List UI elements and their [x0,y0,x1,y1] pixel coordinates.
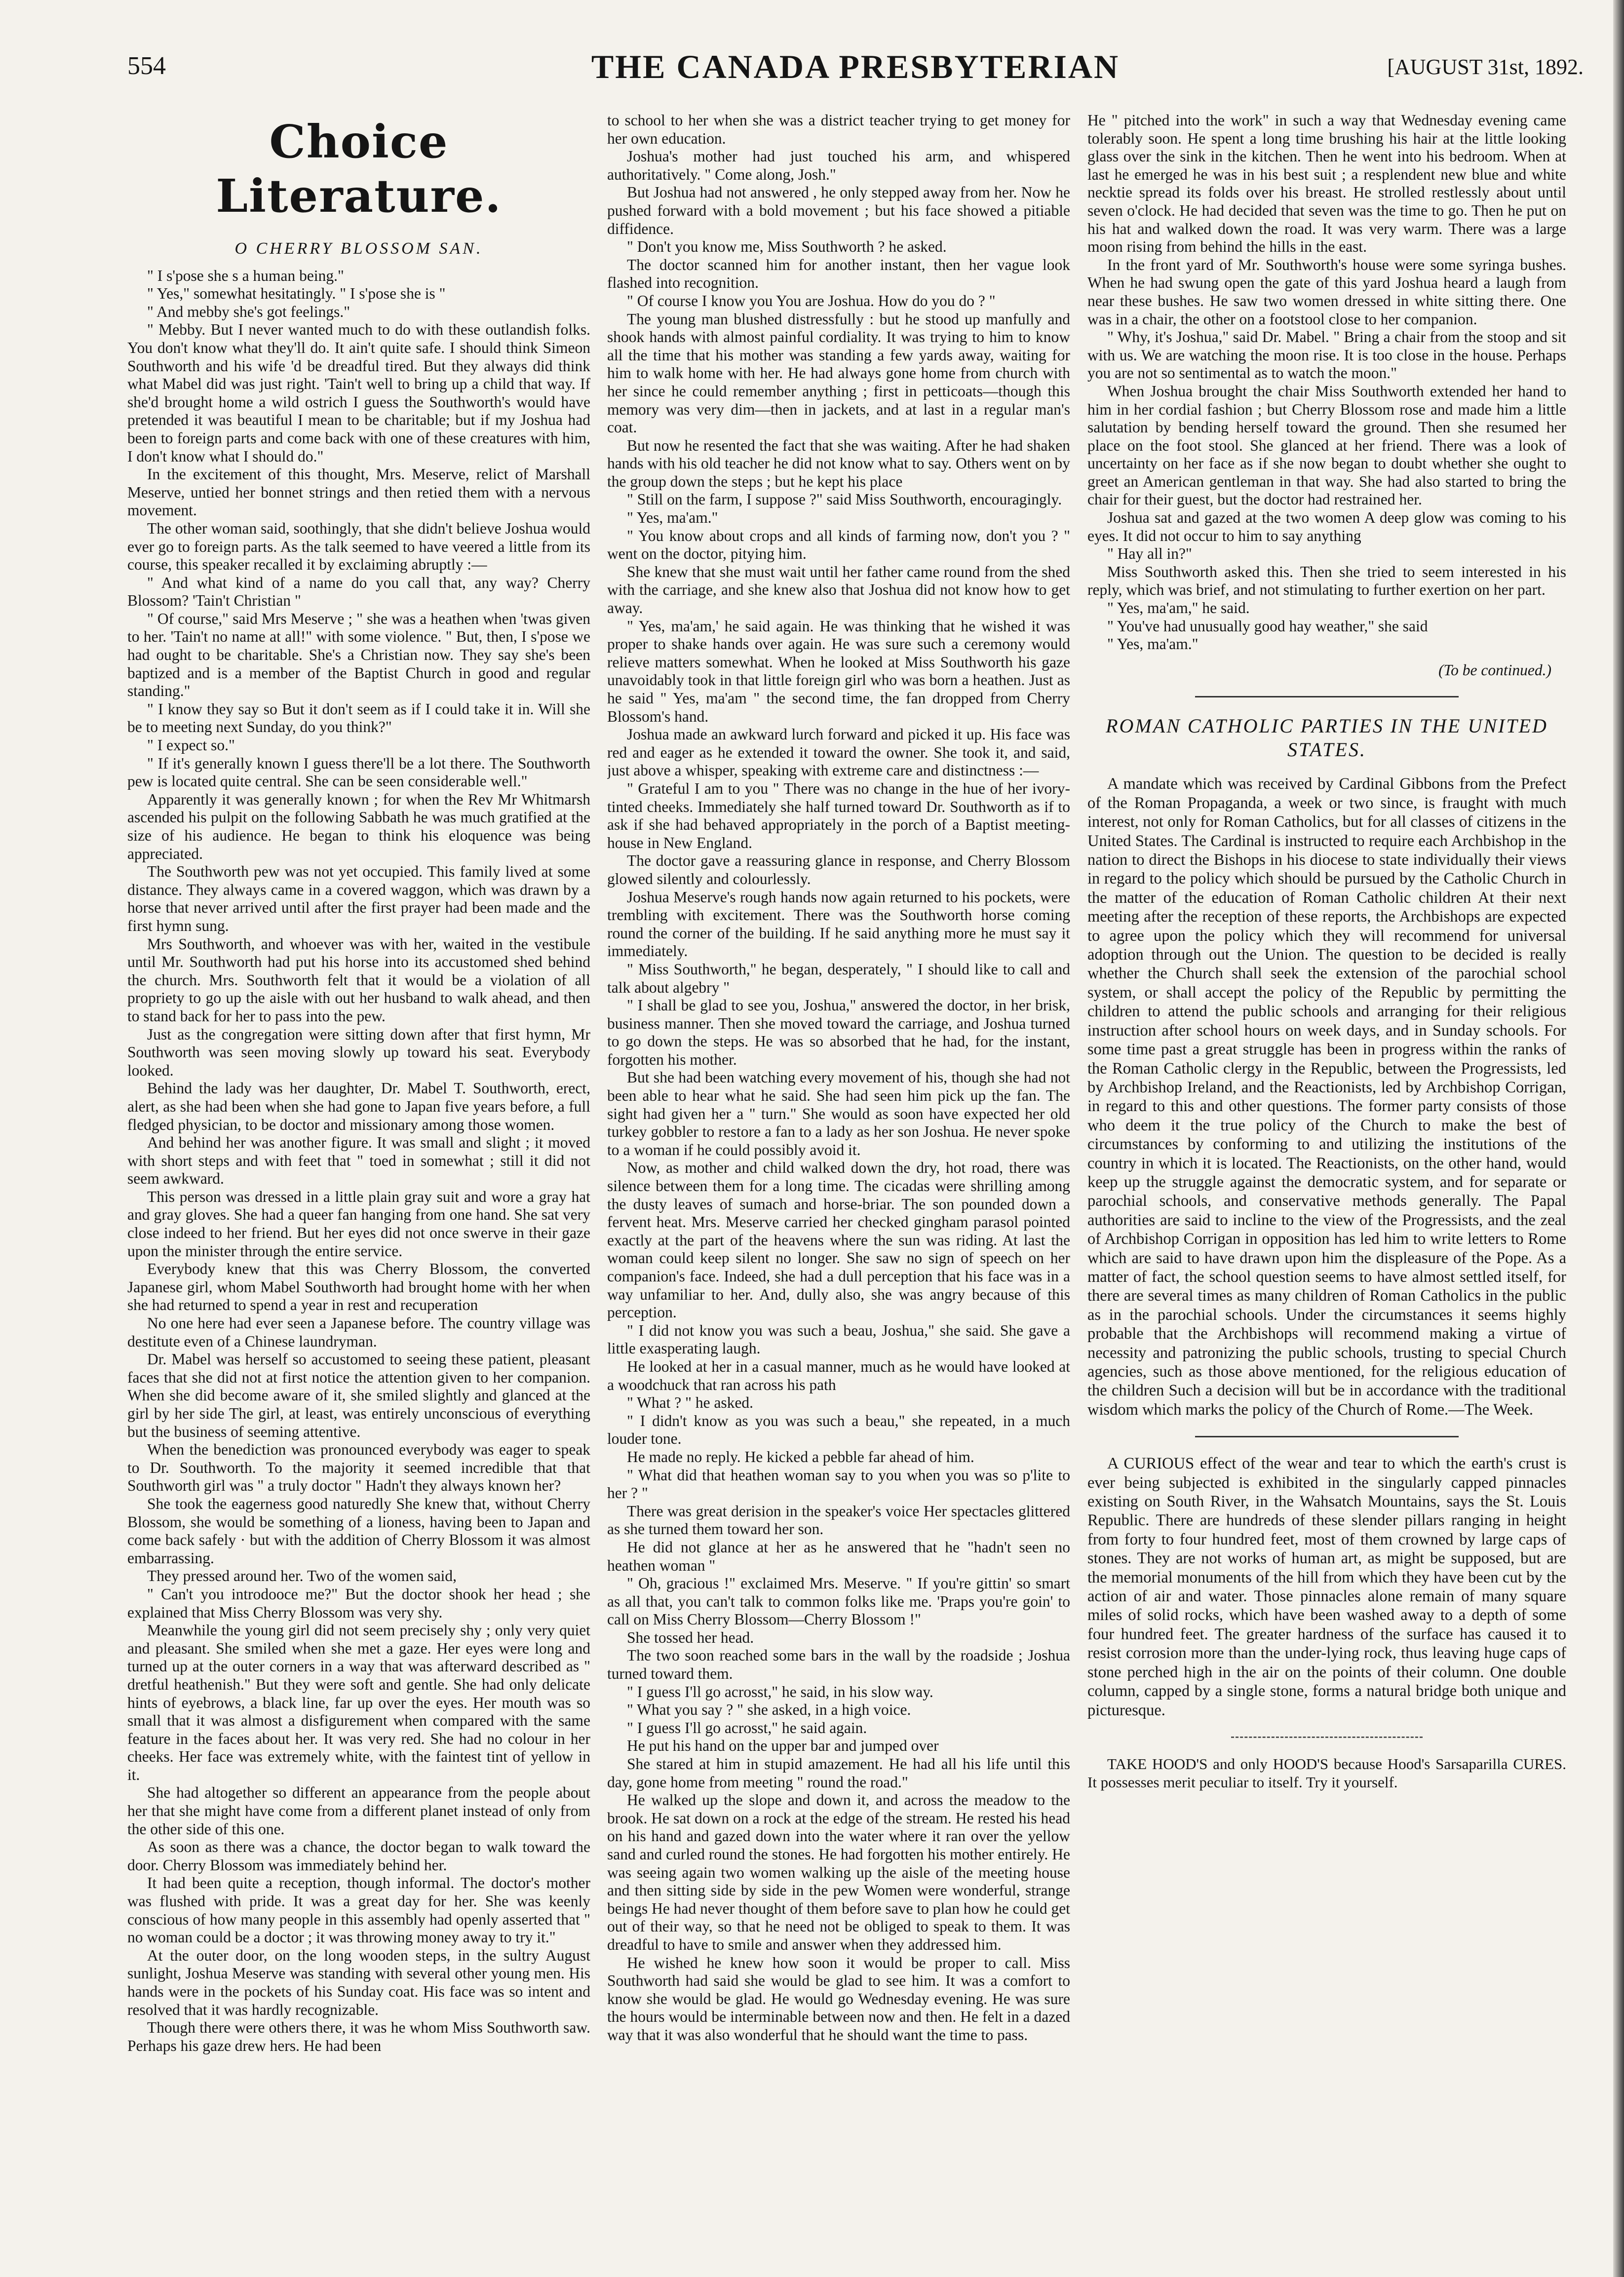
paragraph: There was great derision in the speaker's voice Her spectacles glittered as she turned them toward her son. [607,1502,1070,1538]
paragraph: " I know they say so But it don't seem as if I could take it in. Will she be to meeting next Sunday, do you think?" [127,700,590,736]
paragraph: Dr. Mabel was herself so accustomed to seeing these patient, pleasant faces that she did not at first notice the attention given to her companion. When she did become aware of it, she smiled slightly and glanced at the girl by her side The girl, at least, was entirely unconscious of everything but the business of seeming attentive. [127,1351,590,1440]
paragraph: As soon as there was a chance, the doctor began to walk toward the door. Cherry Blossom was immediately behind her. [127,1838,590,1874]
paragraph: No one here had ever seen a Japanese before. The country village was destitute even of a Chinese laundryman. [127,1314,590,1350]
paragraph: " And what kind of a name do you call that, any way? Cherry Blossom? 'Tain't Christian " [127,574,590,610]
paragraph: Joshua's mother had just touched his arm, and whispered authoritatively. " Come along, Josh." [607,148,1070,183]
paragraph: In the excitement of this thought, Mrs. Meserve, relict of Marshall Meserve, untied her bonnet strings and then retied them with a nervous movement. [127,465,590,519]
paragraph: The doctor gave a reassuring glance in response, and Cherry Blossom glowed silently and colourlessly. [607,852,1070,888]
paragraph: Apparently it was generally known ; for when the Rev Mr Whitmarsh ascended his pulpit on the following Sabbath he was much gratified at the size of his audience. He began to think his eloquence was being appreciated. [127,790,590,862]
paragraph: They pressed around her. Two of the women said, [147,1567,457,1585]
paragraph: " Hay all in?" [1107,545,1192,563]
paragraph: " Miss Southworth," he began, desperately, " I should like to call and talk about algebry " [607,960,1070,996]
paragraph: Just as the congregation were sitting down after that first hymn, Mr Southworth was seen moving slowly up toward his seat. Everybody looked. [127,1025,590,1079]
page-header [127,47,1584,92]
paragraph: He looked at her in a casual manner, much as he would have looked at a woodchuck that ran across his path [607,1357,1070,1393]
story-text-col3 [1087,112,1566,654]
paragraph: But now he resented the fact that she was waiting. After he had shaken hands with his old teacher he did not know what to say. Others went on by the group down the steps ; but he kept his place [607,436,1070,490]
paragraph: Though there were others there, it was he whom Miss Southworth saw. Perhaps his gaze drew hers. He had been [127,2019,590,2054]
paragraph: Miss Southworth asked this. Then she tried to seem interested in his reply, which was brief, and not stimulating to further exertion on her part. [1087,563,1566,599]
issue-date: [AUGUST 31st, 1892. [1387,55,1584,79]
paragraph: Behind the lady was her daughter, Dr. Mabel T. Southworth, erect, alert, as she had been when she had gone to Japan five years before, a full fledged physician, to be doctor and missionary among those women. [127,1080,590,1133]
paragraph: " Yes, ma'am." [627,509,718,527]
paragraph: " Don't you know me, Miss Southworth ? he asked. [627,238,947,256]
article-title: ROMAN CATHOLIC PARTIES IN THE UNITED STATES. [1106,715,1548,761]
paragraph: to school to her when she was a district teacher trying to get money for her own education. [607,112,1070,147]
paragraph: " Yes, ma'am,' he said again. He was thinking that he wished it was proper to shake hands over again. He was sure such a ceremony would relieve matters somewhat. When he looked at Miss Southworth his gaze unavoidably took in that little foreign girl who was born a heathen. Just as he said " Yes, ma'am " the second time, the fan dropped from Cherry Blossom's hand. [607,617,1070,725]
page-number: 554 [127,52,166,80]
paragraph: The other woman said, soothingly, that she didn't believe Joshua would ever go to foreign parts. As the talk seemed to have veered a little from its course, this speaker recalled it by exclaiming abruptly :— [127,519,590,574]
paragraph: He did not glance at her as he answered that he "hadn't seen no heathen woman " [607,1538,1070,1574]
hoods-advert: TAKE HOOD'S and only HOOD'S because Hood's Sarsaparilla CURES. It possesses merit peculiar to itself. Try it yourself. [1087,1755,1566,1791]
masthead: THE CANADA PRESBYTERIAN [591,48,1120,85]
paragraph: " I guess I'll go acrosst," he said again. [627,1719,867,1737]
paragraph: " Oh, gracious !" exclaimed Mrs. Meserve. " If you're gittin' so smart as all that, you can't talk to common folks like me. 'Praps you're goin' to call on Miss Cherry Blossom—Cherry Blossom !" [607,1575,1070,1628]
paragraph: But she had been watching every movement of his, though she had not been able to hear what he said. She had seen him pick up the fan. The sight had given her a " turn." She would as soon have expected her old turkey gobbler to restore a fan to a lady as her son Joshua. He never spoke to a woman if he could possibly avoid it. [607,1069,1070,1158]
paragraph: " Why, it's Joshua," said Dr. Mabel. " Bring a chair from the stoop and sit with us. We are watching the moon rise. It is too close in the house. Perhaps you are not so sentimental as to watch the moon." [1087,328,1566,382]
paragraph: Everybody knew that this was Cherry Blossom, the converted Japanese girl, whom Mabel Southworth had brought home with her when she had returned to spend a year in rest and recuperation [127,1260,590,1314]
paragraph: Joshua Meserve's rough hands now again returned to his pockets, were trembling with excitement. There was the Southworth horse coming round the corner of the building. If he said anything more he must say it immediately. [607,888,1070,960]
paragraph: " Can't you introdooce me?" But the doctor shook her head ; she explained that Miss Cherry Blossom was very shy. [127,1585,590,1621]
paragraph: " What did that heathen woman say to you when you was so p'lite to her ? " [607,1466,1070,1502]
divider-dashed [1231,1737,1423,1738]
paragraph: " Grateful I am to you " There was no change in the hue of her ivory-tinted cheeks. Immediately she half turned toward Dr. Southworth as if to ask if she had behaved appropriately in the porch of a Baptist meeting-house in New England. [607,779,1070,851]
paragraph: Meanwhile the young girl did not seem precisely shy ; only very quiet and pleasant. She smiled when she met a gaze. Her eyes were long and turned up at the outer corners in a way that was afterward described as " dretful heathenish." But they were soft and gentle. She had only delicate hints of eyebrows, a black line, far up over the eyes. Her mouth was so small that it was almost a disfigurement when compared with the same feature in the faces about her. It was very red. She had no colour in her cheeks. Her face was extremely white, with the faintest tint of yellow in it. [127,1621,590,1783]
paragraph: The two soon reached some bars in the wall by the roadside ; Joshua turned toward them. [607,1647,1070,1683]
paragraph: " I didn't know as you was such a beau," she repeated, in a much louder tone. [607,1412,1070,1448]
paragraph: Now, as mother and child walked down the dry, hot road, there was silence between them for a long time. The cicadas were shrilling among the dusty leaves of sumach and horse-briar. The son pounded down a fervent heat. Mrs. Meserve carried her checked gingham parasol pointed exactly at the part of the heavens where the sun was riding. At last the woman could keep silent no longer. She saw no sign of speech on her companion's face. Indeed, she had a dull perception that his face was in a way unfamiliar to her. And, dully also, she was angry because of this perception. [607,1159,1070,1321]
paragraph: She knew that she must wait until her father came round from the shed with the carriage, and she knew also that Joshua did not know how to get away. [607,563,1070,617]
paragraph: " I shall be glad to see you, Joshua," answered the doctor, in her brisk, business manner. Then she moved toward the carriage, and Joshua turned to go down the steps. He was so absorbed that he had, for the instant, forgotten his mother. [607,997,1070,1068]
paragraph: " Of course I know you You are Joshua. How do you do ? " [627,292,996,309]
paragraph: " What ? " he asked. [627,1394,754,1412]
paragraph: " I guess I'll go acrosst," he said, in his slow way. [627,1683,933,1700]
page-edge-shadow [1613,0,1624,2277]
paragraph: The doctor scanned him for another instant, then her vague look flashed into recognition. [607,256,1070,292]
paragraph: At the outer door, on the long wooden steps, in the sultry August sunlight, Joshua Meserve was standing with several other young men. His hands were in the pockets of his Sunday coat. His face was so intent and resolved that it was hardly recognizable. [127,1946,590,2018]
paragraph: " Still on the farm, I suppose ?" said Miss Southworth, encouragingly. [627,491,1062,508]
paragraph: " I s'pose she s a human being." [147,267,344,284]
paragraph: " And mebby she's got feelings." [147,303,350,320]
continued-note: (To be continued.) [1438,661,1551,679]
paragraph: " You know about crops and all kinds of farming now, don't you ? " went on the doctor, pitying him. [607,527,1070,563]
paragraph: She had altogether so different an appearance from the people about her that she might have come from a different planet instead of only from the other side of this one. [127,1784,590,1838]
paragraph: " Mebby. But I never wanted much to do with these outlandish folks. You don't know what they'll do. It ain't quite safe. I should think Simeon Southworth and his wife 'd be dreadful tired. But they always did think what Mabel did was just right. 'Tain't well to bring up a child that way. If she'd brought home a wild ostrich I guess the Southworth's would have pretended it was beautiful I mean to be charitable; but if my Joshua had been to foreign parts and come back with one of these creatures with him, I don't know what I should do." [127,321,590,465]
divider-rule-2 [1195,1436,1459,1437]
story-text-col1 [127,267,590,2055]
paragraph: But Joshua had not answered , he only stepped away from her. Now he pushed forward with a bold movement ; but his face showed a pitiable diffidence. [607,184,1070,237]
paragraph: This person was dressed in a little plain gray suit and wore a gray hat and gray gloves. She had a queer fan hanging from one hand. She sat very close indeed to her friend. But her eyes did not once swerve in their gaze upon the minister through the entire service. [127,1188,590,1260]
paragraph: He walked up the slope and down it, and across the meadow to the brook. He sat down on a rock at the edge of the stream. He rested his head on his hand and gazed down into the water where it ran over the yellow sand and curled round the stones. He had forgotten his mother entirely. He was seeing again two women walking up the aisle of the meeting house and then sitting side by side in the pew Women were wonderful, strange beings He had never thought of them before save to plan how he could get out of their way, so that he need not be obliged to speak to them. It was dreadful to have to smile and answer when they addressed him. [607,1791,1070,1953]
article-text [1087,774,1566,1419]
paragraph: " I did not know you was such a beau, Joshua," she said. She gave a little exasperating laugh. [607,1321,1070,1357]
pinnacles-text [1087,1454,1566,1720]
story-text-col2 [607,112,1070,2045]
column-1 [127,115,590,2237]
paragraph: She took the eagerness good naturedly She knew that, without Cherry Blossom, she would be something of a lioness, having been to Japan and come back safely · but with the addition of Cherry Blossom it was almost embarrassing. [127,1495,590,1567]
paragraph: The Southworth pew was not yet occupied. This family lived at some distance. They always came in a covered waggon, which was drawn by a horse that never arrived until after the first prayer had been made and the first hymn sung. [127,863,590,934]
paragraph: " Of course," said Mrs Meserve ; " she was a heathen when 'twas given to her. 'Tain't no name at all!" with some violence. " But, then, I s'pose we had ought to be charitable. She's a Christian now. They say she's been baptized and is a member of the Baptist Church in good and regular standing." [127,610,590,700]
paragraph: Joshua made an awkward lurch forward and picked it up. His face was red and eager as he extended it toward the owner. She took it, and said, just above a whisper, speaking with extreme care and distinctness :— [607,726,1070,779]
paragraph: " Yes," somewhat hesitatingly. " I s'pose she is " [147,285,446,303]
paragraph: She tossed her head. [627,1628,754,1646]
paragraph: When the benediction was pronounced everybody was eager to speak to Dr. Southworth. To the majority it seemed incredible that that Southworth girl was " a truly doctor " Hadn't they always known her? [127,1441,590,1495]
story-title: O CHERRY BLOSSOM SAN. [234,239,483,258]
column-3 [1087,112,1566,2234]
paragraph: It had been quite a reception, though informal. The doctor's mother was flushed with pride. It was a great day for her. She was keenly conscious of how many people in this assembly had openly asserted that " no woman could be a doctor ; it was throwing money away to try it." [127,1874,590,1946]
divider-rule [1195,696,1459,697]
paragraph: " I expect so." [147,736,235,754]
paragraph: " You've had unusually good hay weather," she said [1107,617,1428,635]
paragraph: A mandate which was received by Cardinal Gibbons from the Prefect of the Roman Propaganda, a week or two since, is fraught with much interest, not only for Roman Catholics, but for all classes of citizens in the United States. The Cardinal is instructed to require each Archbishop in the nation to direct the Bishops in his diocese to state individually their views in regard to the policy which should be pursued by the Catholic Church in the matter of the education of Roman Catholic children At their next meeting after the reception of these reports, the Archbishops are expected to agree upon the policy which they will recommend for universal adoption through out the Union. The question to be decided is really whether the Church shall seek the extension of the parochial school system, or shall accept the policy of the Republic by permitting the children to attend the public schools and arranging for their religious instruction after school hours on week days, and in Sunday schools. For some time past a great struggle has been in progress within the ranks of the Roman Catholic clergy in the Republic, between the Progressists, led by Archbishop Ireland, and the Reactionists, led by Archbishop Corrigan, in regard to this and other questions. The former party consists of those who deem it the true policy of the Church to make the best of circumstances by conforming to and utilizing the institutions of the country in which it is located. The Reactionists, on the other hand, would keep up the struggle against the democratic system, and for separate or parochial schools, and conservative methods generally. The Papal authorities are said to incline to the view of the Progressists, and the zeal of Archbishop Corrigan in opposition has led him to write letters to Rome which are said to have drawn upon him the displeasure of the Pope. As a matter of fact, the school question seems to have almost settled itself, for there are several times as many children of Roman Catholics in the public as in the parochial schools. Under the circumstances it seems highly probable that the Archbishops will recommend making a virtue of necessity and patronizing the public schools, trusting to special Church agencies, such as those above mentioned, for the religious education of the children Such a decision will but be in accordance with the traditional wisdom which marks the policy of the Church of Rome.—The Week. [1087,775,1566,1419]
paragraph: The young man blushed distressfully : but he stood up manfully and shook hands with almost painful cordiality. It was trying to him to know all the time that his mother was standing a few yards away, waiting for him to walk home with her. He had always gone home from church with her since he could remember anything ; first in petticoats—though this memory was very dim—then in jackets, and at last in a regular man's coat. [607,310,1070,436]
paragraph: In the front yard of Mr. Southworth's house were some syringa bushes. When he had swung open the gate of this yard Joshua heard a laugh from near these bushes. He saw two women dressed in white sitting there. One was in a chair, the other on a footstool close to her companion. [1087,256,1566,328]
paragraph: " If it's generally known I guess there'll be a lot there. The Southworth pew is located quite central. She can be seen considerable well." [127,754,590,790]
paragraph: And behind her was another figure. It was small and slight ; it moved with short steps and with feet that " toed in somewhat ; still it did not seem awkward. [127,1134,590,1188]
paragraph: " Yes, ma'am," he said. [1107,599,1250,617]
paragraph: He " pitched into the work" in such a way that Wednesday evening came tolerably soon. He spent a long time brushing his hair at the little looking glass over the sink in the kitchen. Then he went into his bedroom. When at last he emerged he was in his best suit ; a resplendent new blue and white necktie spread its folds over his breast. He strolled restlessly about until seven o'clock. He had decided that seven was the time to go. Then he put on his hat and walked down the road. It was very warm. There was a large moon rising from behind the hills in the east. [1087,112,1566,256]
paragraph: He put his hand on the upper bar and jumped over [627,1737,939,1755]
paragraph: " What you say ? " she asked, in a high voice. [627,1701,911,1719]
paragraph: She stared at him in stupid amazement. He had all his life until this day, gone home from meeting " round the road." [607,1755,1070,1791]
paragraph: He made no reply. He kicked a pebble far ahead of him. [627,1448,974,1466]
paragraph: A CURIOUS effect of the wear and tear to which the earth's crust is ever being subjected is exhibited in the singularly capped pinnacles existing on South River, in the Wahsatch Mountains, says the St. Louis Republic. There are hundreds of these slender pillars ranging in height from forty to four hundred feet, most of them crowned by large caps of stones. They are not works of human art, as might be supposed, but are the memorial monuments of the hill from which they have been cut by the action of air and water. Those pinnacles alone remain of many square miles of solid rocks, which have been washed away to a depth of some four hundred feet. The greater hardness of the surface has caused it to resist corrosion more than the under-lying rock, thus leaving huge caps of stone perched high in the air on the points of their column. One double column, capped by a single stone, forms a natural bridge both unique and picturesque. [1087,1455,1566,1719]
paragraph: " Yes, ma'am." [1107,635,1199,653]
paragraph: Joshua sat and gazed at the two women A deep glow was coming to his eyes. It did not occur to him to say anything [1087,509,1566,544]
paragraph: Mrs Southworth, and whoever was with her, waited in the vestibule until Mr. Southworth had put his horse into its accustomed shed behind the church. Mrs. Southworth felt that it would be a violation of all propriety to go up the aisle with out her husband to walk ahead, and then to stand back for her to pass into the pew. [127,935,590,1025]
paragraph: He wished he knew how soon it would be proper to call. Miss Southworth had said she would be glad to see him. It was a comfort to know she would be glad. He would go Wednesday evening. He was sure the hours would be interminable between now and then. He felt in a dazed way that it was also wonderful that he should want the time to pass. [607,1954,1070,2044]
column-2 [607,112,1070,2234]
paragraph: When Joshua brought the chair Miss Southworth extended her hand to him in her cordial fashion ; but Cherry Blossom rose and made him a little salutation by bending herself toward the ground. Then she resumed her place on the foot stool. She glanced at her friend. There was a look of uncertainty on her face as if she now began to doubt whether she ought to greet an American gentleman in that way. She had also started to bring the chair for their guest, but the doctor had restrained her. [1087,382,1566,508]
section-title: Choice Literature. [216,115,502,223]
